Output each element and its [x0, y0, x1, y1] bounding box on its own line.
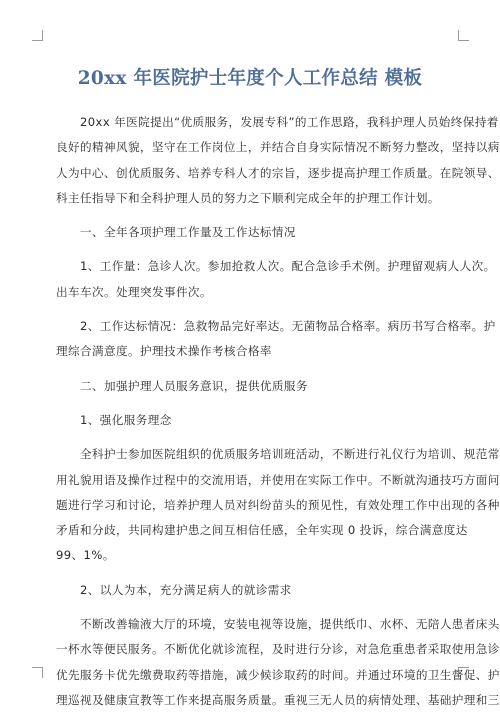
document-title: 20xx 年医院护士年度个人工作总结 模板 — [77, 68, 423, 89]
text-line: 出车车次。处理突发事件次。 — [56, 284, 212, 299]
crop-mark-top-right — [458, 30, 469, 41]
section-heading — [56, 220, 448, 245]
section-heading — [56, 374, 448, 399]
text-line: 用礼貌用语及操作过程中的交流用语，并使用在实际工作中。不断就沟通技巧方面问 — [56, 472, 500, 487]
compliance-paragraph — [56, 314, 496, 365]
subsection-heading — [56, 408, 448, 433]
text-line: 题进行学习和讨论，培养护理人员对纠纷苗头的预见性，有效处理工作中出现的各种 — [56, 497, 500, 512]
service-concept-paragraph — [56, 442, 500, 568]
crop-mark-bottom-left — [32, 667, 43, 678]
text-line: 二、加强护理人员服务意识，提供优质服务 — [80, 378, 308, 393]
text-line: 一、全年各项护理工作量及工作达标情况 — [80, 225, 296, 240]
text-line: 20xx 年医院提出“优质服务，发展专科”的工作思路，我科护理人员始终保持着 — [80, 115, 499, 129]
text-line: 不断改善输液大厅的环境，安装电视等设施，提供纸巾、水杯、无陪人患者床头 — [80, 617, 500, 632]
text-line: 人为中心、创优质服务、培养专科人才的宗旨，逐步提高护理工作质量。在院领导、 — [56, 165, 500, 180]
text-line: 1、工作量：急诊人次。参加抢救人次。配合急诊手术例。护理留观病人人次。 — [80, 259, 496, 274]
text-line: 理综合满意度。护理技术操作考核合格率 — [56, 344, 272, 359]
crop-mark-top-left — [32, 30, 43, 41]
document-body — [56, 110, 500, 713]
text-line: 矛盾和分歧，共同构建护患之间互相信任感，全年实现 0 投诉，综合满意度达 — [56, 523, 468, 538]
patient-needs-paragraph — [56, 612, 500, 713]
text-line: 优先服务卡优先缴费取药等措施，减少候诊取药的时间。并通过环境的卫生督促、护 — [56, 667, 500, 682]
workload-paragraph — [56, 254, 496, 305]
text-line: 良好的精神风貌，坚守在工作岗位上，并结合自身实际情况不断努力整改，坚持以病 — [56, 140, 500, 155]
text-line: 一杯水等便民服务。不断优化就诊流程，及时进行分诊，对急危重患者采取使用急诊 — [56, 642, 500, 657]
text-line: 2、以人为本，充分满足病人的就诊需求 — [80, 582, 292, 597]
text-line: 理巡视及健康宣教等工作来提高服务质量。重视三无人员的病情处理、基础护理和三 — [56, 692, 500, 707]
text-line: 1、强化服务理念 — [80, 412, 172, 427]
text-line: 99、1%。 — [56, 548, 115, 563]
intro-paragraph — [56, 110, 500, 211]
text-line: 全科护士参加医院组织的优质服务培训班活动，不断进行礼仪行为培训、规范常 — [80, 447, 500, 462]
text-line: 2、工作达标情况：急救物品完好率达。无菌物品合格率。病历书写合格率。护 — [80, 319, 496, 334]
subsection-heading — [56, 578, 448, 603]
text-line: 科主任指导下和全科护理人员的努力之下顺利完成全年的护理工作计划。 — [56, 190, 440, 205]
